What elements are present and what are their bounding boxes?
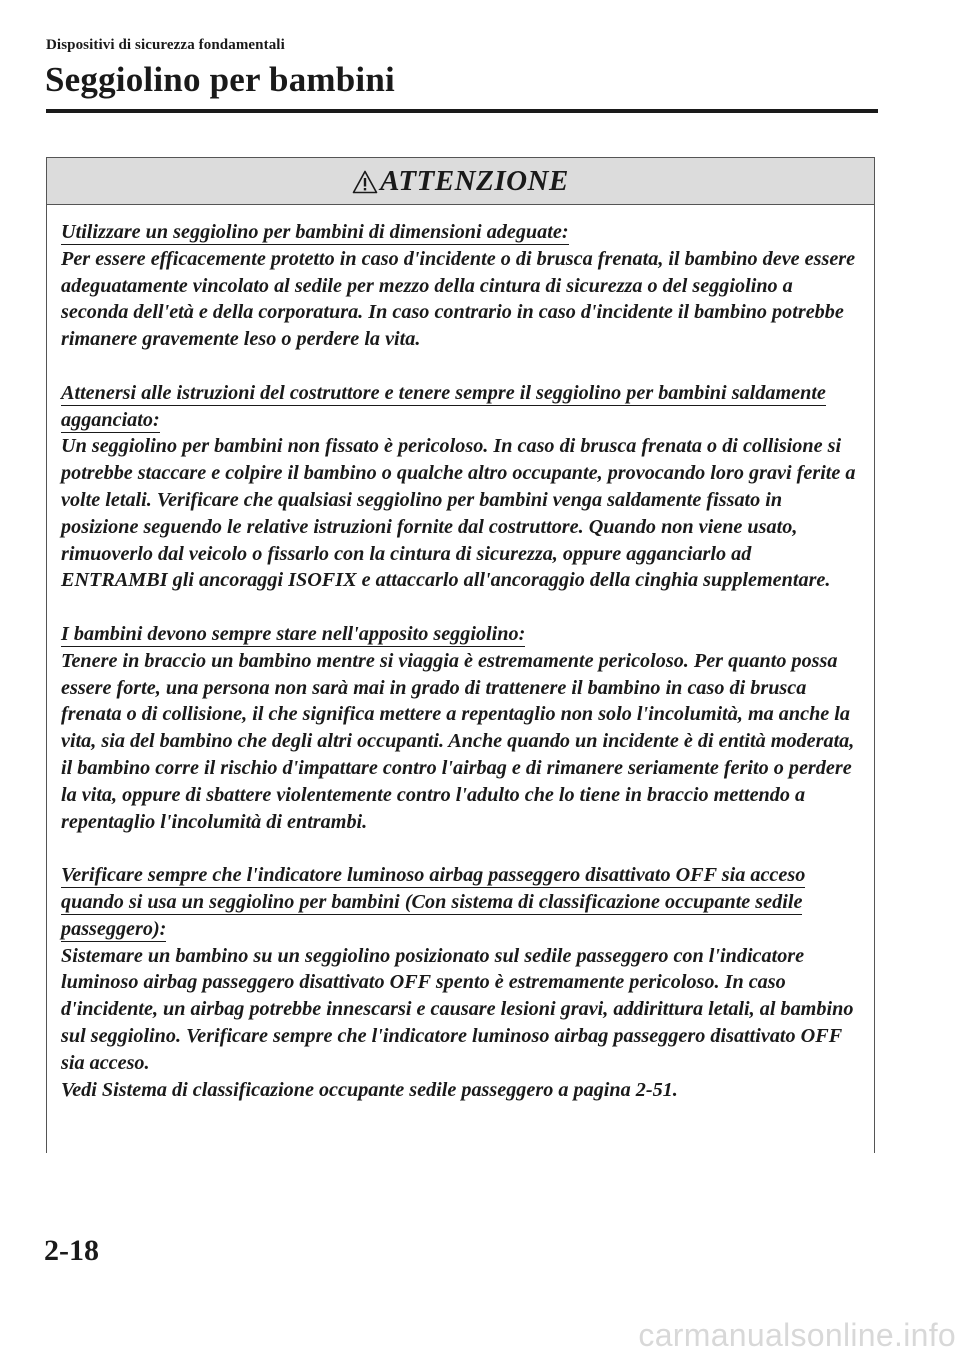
title-rule [46, 109, 878, 113]
paragraph-body: Tenere in braccio un bambino mentre si viaggia è estremamente pericoloso. Per quanto possa essere forte, una persona non sarà mai in grado di trattenere il bambino in caso di brusca frenata o di collisione, il che significa mettere a repentaglio non solo l'incolumità, ma anche la vita, sia del bambino che degli altri occupanti. Anche quando un incidente è di entità moderata, il bambino corre il rischio d'impattare contro l'airbag e di rimanere seriamente ferito o perdere la vita, oppure di sbattere violentemente contro l'adulto che lo tiene in braccio mettendo a repentaglio l'incolumità di entrambi. [61, 649, 855, 833]
paragraph-heading: Attenersi alle istruzioni del costruttore e tenere sempre il seggiolino per bambini saldamente agganciato: [61, 381, 826, 431]
paragraph-heading: I bambini devono sempre stare nell'apposito seggiolino: [61, 622, 526, 645]
page-title: Seggiolino per bambini [45, 60, 395, 99]
section-label: Dispositivi di sicurezza fondamentali [46, 37, 285, 53]
warning-header [47, 158, 874, 205]
warning-body [47, 205, 874, 1103]
warning-paragraph [61, 621, 860, 835]
watermark: carmanualsonline.info [638, 1317, 956, 1353]
warning-paragraph [61, 862, 860, 1103]
warning-paragraph [61, 219, 860, 353]
warning-box [46, 157, 875, 1153]
warning-title: ATTENZIONE [380, 164, 569, 197]
paragraph-body: Per essere efficacemente protetto in caso d'incidente o di brusca frenata, il bambino deve essere adeguatamente vincolato al sedile per mezzo della cintura di sicurezza o del seggiolino a seconda dell'età e della corporatura. In caso contrario in caso d'incidente il bambino potrebbe rimanere gravemente leso o perdere la vita. [61, 247, 856, 351]
page-reference[interactable]: Vedi Sistema di classificazione occupante sedile passeggero a pagina 2-51. [61, 1078, 678, 1101]
warning-paragraph [61, 380, 860, 594]
warning-triangle-icon [352, 170, 378, 194]
paragraph-body: Un seggiolino per bambini non fissato è pericoloso. In caso di brusca frenata o di collisione si potrebbe staccare e colpire il bambino o qualche altro occupante, provocando loro gravi ferite a volte letali. Verificare che qualsiasi seggiolino per bambini venga saldamente fissato in posizione seguendo le relative istruzioni fornite dal costruttore. Quando non viene usato, rimuoverlo dal veicolo o fissarlo con la cintura di sicurezza, oppure agganciarlo ad ENTRAMBI gli ancoraggi ISOFIX e attaccarlo all'ancoraggio della cinghia supplementare. [61, 435, 856, 592]
paragraph-heading: Utilizzare un seggiolino per bambini di dimensioni adeguate: [61, 221, 569, 243]
page-number: 2-18 [44, 1234, 99, 1267]
paragraph-body: Sistemare un bambino su un seggiolino posizionato sul sedile passeggero con l'indicatore luminoso airbag passeggero disattivato OFF spento è estremamente pericoloso. In caso d'incidente, un airbag potrebbe innescarsi e causare lesioni gravi, addirittura letali, al bambino sul seggiolino. Verificare sempre che l'indicatore luminoso airbag passeggero disattivato OFF sia acceso. [61, 944, 854, 1074]
paragraph-heading: Verificare sempre che l'indicatore luminoso airbag passeggero disattivato OFF sia acceso quando si usa un seggiolino per bambini (Con sistema di classificazione occupante sedile passeggero): [61, 864, 806, 940]
